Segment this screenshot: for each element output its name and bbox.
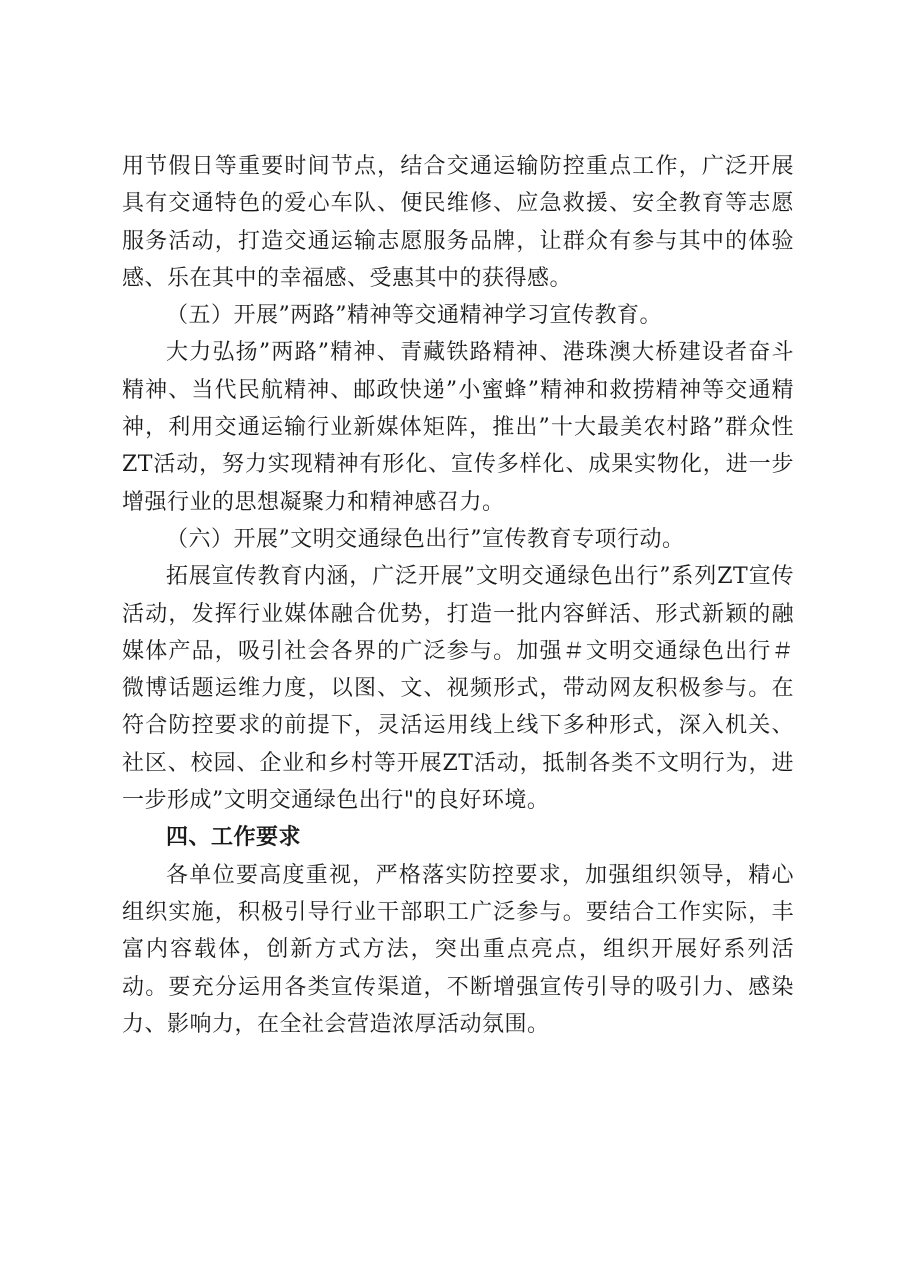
paragraph-work-requirements: 各单位要高度重视，严格落实防控要求，加强组织领导，精心组织实施，积极引导行业干部职工广泛参与。要结合工作实际，丰富内容载体，创新方式方法，突出重点亮点，组织开展好系列活动。要充分运用各类宣传渠道，不断增强宣传引导的吸引力、感染力、影响力，在全社会营造浓厚活动氛围。: [122, 862, 794, 1037]
section-heading-work-requirements: 四、工作要求: [166, 825, 302, 851]
paragraph-volunteer-services: 用节假日等重要时间节点，结合交通运输防控重点工作，广泛开展具有交通特色的爱心车队、便民维修、应急救援、安全教育等志愿服务活动，打造交通运输志愿服务品牌，让群众有参与其中的体验感、乐在其中的幸福感、受惠其中的获得感。: [122, 154, 794, 291]
section-heading-six: （六）开展”文明交通绿色出行”宣传教育专项行动。: [166, 526, 685, 552]
paragraph-civilized-travel: 拓展宣传教育内涵，广泛开展”文明交通绿色出行”系列ZT宣传活动，发挥行业媒体融合优势，打造一批内容鲜活、形式新颖的融媒体产品，吸引社会各界的广泛参与。加强＃文明交通绿色出行＃微博话题运维力度，以图、文、视频形式，带动网友积极参与。在符合防控要求的前提下，灵活运用线上线下多种形式，深入机关、社区、校园、企业和乡村等开展ZT活动，抵制各类不文明行为，进一步形成”文明交通绿色出行"的良好环境。: [122, 564, 794, 814]
document-body: [122, 148, 794, 1043]
paragraph-transport-spirit: 大力弘扬”两路”精神、青藏铁路精神、港珠澳大桥建设者奋斗精神、当代民航精神、邮政快递”小蜜蜂”精神和救捞精神等交通精神，利用交通运输行业新媒体矩阵，推出”十大最美农村路”群众性ZT活动，努力实现精神有形化、宣传多样化、成果实物化，进一步增强行业的思想凝聚力和精神感召力。: [122, 340, 794, 515]
section-heading-five: （五）开展”两路”精神等交通精神学习宣传教育。: [166, 303, 662, 329]
